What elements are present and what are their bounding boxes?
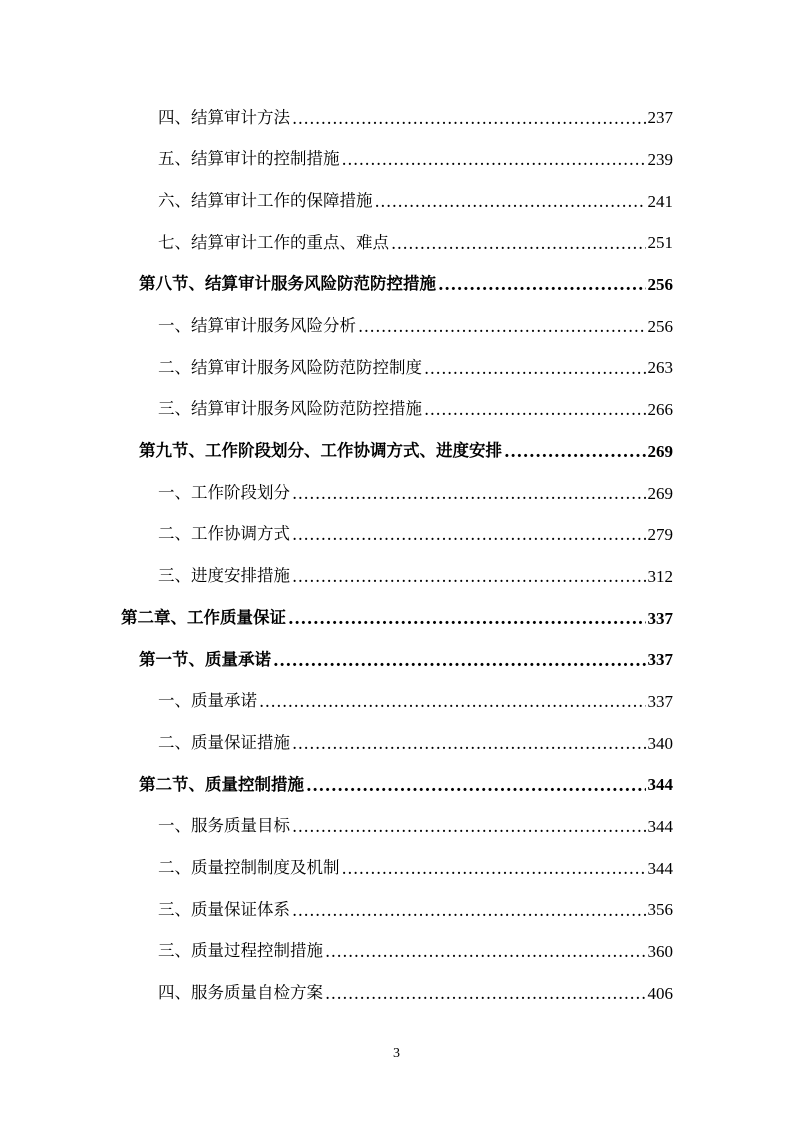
toc-entry-page-number: 269: [647, 441, 673, 461]
toc-entry-title: 四、结算审计方法: [158, 107, 290, 127]
toc-entry-page-number: 256: [647, 316, 673, 336]
toc-entry[interactable]: [0, 931, 673, 973]
toc-dot-leader: [292, 111, 646, 128]
toc-dot-leader: [358, 319, 646, 336]
toc-entry[interactable]: [0, 431, 673, 473]
toc-entry-page-number: 269: [647, 483, 673, 503]
toc-entry-title: 六、结算审计工作的保障措施: [158, 190, 373, 210]
toc-dot-leader: [292, 736, 646, 753]
toc-dot-leader: [424, 402, 646, 419]
page-number: 3: [393, 1046, 400, 1061]
toc-dot-leader: [342, 152, 646, 169]
toc-entry-title: 二、工作协调方式: [158, 524, 290, 544]
toc-dot-leader: [288, 611, 646, 628]
toc-entry[interactable]: [0, 722, 673, 764]
toc-entry-page-number: 337: [647, 650, 673, 670]
toc-entry-page-number: 241: [647, 191, 673, 211]
toc-dot-leader: [292, 819, 646, 836]
toc-dot-leader: [292, 527, 646, 544]
toc-entry[interactable]: [0, 180, 673, 222]
toc-entry-page-number: 237: [647, 108, 673, 128]
toc-dot-leader: [342, 861, 646, 878]
toc-dot-leader: [325, 986, 646, 1003]
toc-entry[interactable]: [0, 806, 673, 848]
toc-dot-leader: [292, 903, 646, 920]
toc-dot-leader: [391, 236, 646, 253]
toc-entry[interactable]: [0, 514, 673, 556]
toc-entry-page-number: 356: [647, 900, 673, 920]
toc-entry-title: 二、结算审计服务风险防范防控制度: [158, 357, 422, 377]
toc-entry-title: 三、质量过程控制措施: [158, 941, 323, 961]
toc-dot-leader: [259, 694, 646, 711]
toc-entry-page-number: 337: [647, 608, 673, 628]
toc-entry-title: 三、结算审计服务风险防范防控措施: [158, 399, 422, 419]
toc-dot-leader: [375, 194, 646, 211]
toc-entry-title: 三、进度安排措施: [158, 566, 290, 586]
toc-entry[interactable]: [0, 972, 673, 1014]
toc-dot-leader: [292, 569, 646, 586]
toc-entry-page-number: 279: [647, 525, 673, 545]
toc-entry-title: 一、结算审计服务风险分析: [158, 316, 356, 336]
toc-dot-leader: [438, 277, 646, 294]
toc-entry-page-number: 312: [647, 566, 673, 586]
toc-entry-page-number: 344: [647, 775, 673, 795]
toc-entry-page-number: 239: [647, 150, 673, 170]
toc-entry-title: 第一节、质量承诺: [139, 649, 271, 669]
toc-entry-page-number: 406: [647, 983, 673, 1003]
toc-dot-leader: [424, 361, 646, 378]
toc-entry-title: 第二节、质量控制措施: [139, 774, 304, 794]
toc-entry[interactable]: [0, 639, 673, 681]
toc-entry-title: 二、质量控制制度及机制: [158, 857, 340, 877]
toc-dot-leader: [273, 653, 646, 670]
toc-entry[interactable]: [0, 556, 673, 598]
toc-entry-title: 第九节、工作阶段划分、工作协调方式、进度安排: [139, 441, 502, 461]
toc-entry[interactable]: [0, 222, 673, 264]
toc-entry-page-number: 263: [647, 358, 673, 378]
toc-entry-page-number: 337: [647, 691, 673, 711]
toc-entry[interactable]: [0, 264, 673, 306]
toc-entry[interactable]: [0, 305, 673, 347]
toc-entry[interactable]: [0, 97, 673, 139]
toc-entry[interactable]: [0, 847, 673, 889]
toc-entry-title: 第二章、工作质量保证: [121, 607, 286, 627]
toc-entry-page-number: 256: [647, 275, 673, 295]
toc-entry-title: 一、质量承诺: [158, 691, 257, 711]
toc-entry[interactable]: [0, 889, 673, 931]
toc-entry[interactable]: [0, 347, 673, 389]
toc-dot-leader: [292, 486, 646, 503]
toc-entry-page-number: 344: [647, 817, 673, 837]
toc-entry[interactable]: [0, 139, 673, 181]
toc-entry-title: 四、服务质量自检方案: [158, 983, 323, 1003]
toc-entry[interactable]: [0, 681, 673, 723]
toc-entry-title: 二、质量保证措施: [158, 732, 290, 752]
toc-entry[interactable]: [0, 597, 673, 639]
toc-entry-title: 三、质量保证体系: [158, 899, 290, 919]
toc-entry[interactable]: [0, 764, 673, 806]
toc-entry[interactable]: [0, 472, 673, 514]
toc-entry-page-number: 360: [647, 942, 673, 962]
table-of-contents: [0, 97, 793, 1014]
toc-entry-title: 七、结算审计工作的重点、难点: [158, 232, 389, 252]
toc-dot-leader: [504, 444, 646, 461]
toc-entry[interactable]: [0, 389, 673, 431]
toc-entry-title: 五、结算审计的控制措施: [158, 149, 340, 169]
toc-dot-leader: [325, 944, 646, 961]
toc-entry-page-number: 251: [647, 233, 673, 253]
toc-entry-page-number: 344: [647, 858, 673, 878]
toc-entry-page-number: 340: [647, 733, 673, 753]
toc-entry-page-number: 266: [647, 400, 673, 420]
toc-entry-title: 一、服务质量目标: [158, 816, 290, 836]
toc-entry-title: 一、工作阶段划分: [158, 482, 290, 502]
toc-dot-leader: [306, 778, 646, 795]
toc-entry-title: 第八节、结算审计服务风险防范防控措施: [139, 274, 436, 294]
